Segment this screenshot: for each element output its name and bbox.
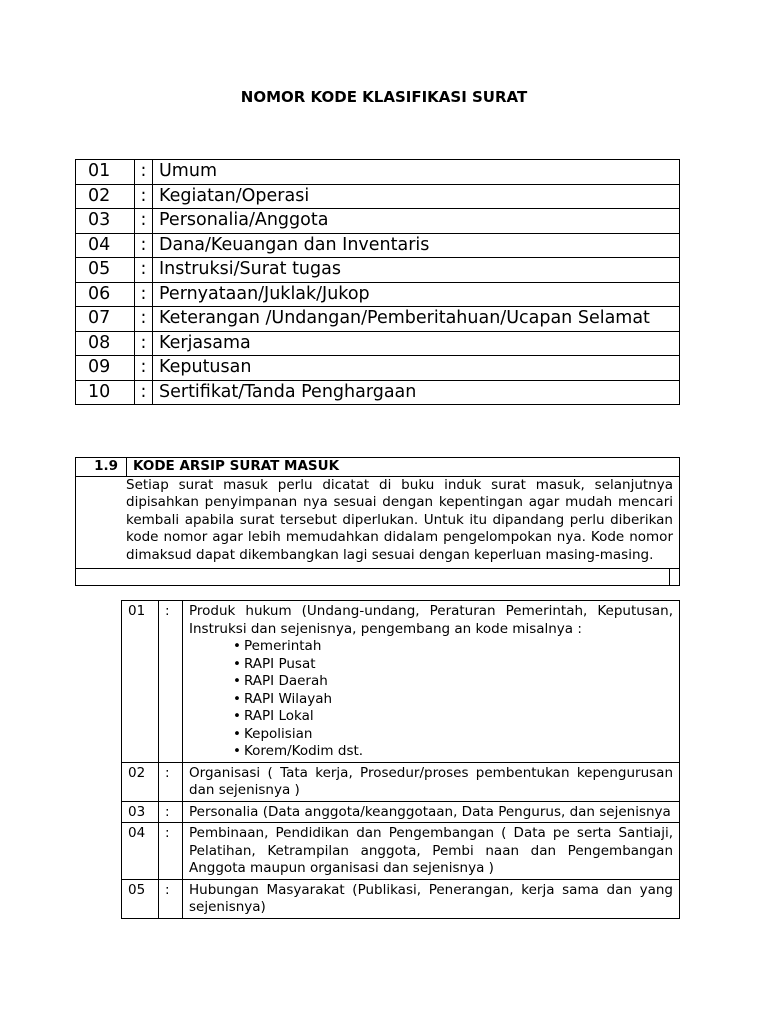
classification-separator: : [135, 282, 153, 307]
classification-row [76, 160, 680, 185]
archive-codes-table [121, 600, 680, 919]
classification-label: Umum [153, 160, 680, 185]
archive-code-text: Organisasi ( Tata kerja, Prosedur/proses pembentukan kepengurusan dan sejenisnya ) [189, 764, 673, 798]
sub-code-list [189, 638, 673, 761]
classification-label: Personalia/Anggota [153, 209, 680, 234]
archive-code-description [183, 762, 680, 801]
section-paragraph-row [76, 476, 680, 569]
classification-code: 08 [76, 331, 135, 356]
spacer-row [76, 569, 680, 586]
section-paragraph: Setiap surat masuk perlu dicatat di buku induk surat masuk, selanjutnya dipisahkan penyimpanan nya sesuai dengan kepentingan agar mudah mencari kembali apabila surat tersebut diperlukan. Untuk itu dipandang perlu diberikan kode nomor agar lebih memudahkan didalam pengelompokan nya. Kode nomor dimaksud dapat dikembangkan lagi sesuai dengan keperluan masing-masing. [76, 476, 680, 569]
classification-separator: : [135, 307, 153, 332]
sub-code-item: • RAPI Wilayah [233, 691, 673, 709]
section-header-row [76, 458, 680, 477]
classification-row [76, 258, 680, 283]
classification-code: 06 [76, 282, 135, 307]
archive-code-separator: : [159, 762, 183, 801]
archive-code-text: Produk hukum (Undang-undang, Peraturan Pemerintah, Keputusan, Instruksi dan sejenisnya, pengembang an kode misalnya : [189, 603, 673, 637]
classification-label: Sertifikat/Tanda Penghargaan [153, 380, 680, 405]
archive-code-row [122, 601, 680, 763]
classification-row [76, 209, 680, 234]
archive-code: 03 [122, 801, 159, 823]
classification-row [76, 184, 680, 209]
classification-separator: : [135, 160, 153, 185]
classification-label: Pernyataan/Juklak/Jukop [153, 282, 680, 307]
section-number: 1.9 [76, 458, 127, 477]
classification-separator: : [135, 184, 153, 209]
classification-code: 04 [76, 233, 135, 258]
classification-separator: : [135, 331, 153, 356]
classification-separator: : [135, 233, 153, 258]
archive-code-separator: : [159, 601, 183, 763]
classification-code: 03 [76, 209, 135, 234]
sub-code-item: • Pemerintah [233, 638, 673, 656]
classification-code: 07 [76, 307, 135, 332]
classification-code: 09 [76, 356, 135, 381]
section-heading: KODE ARSIP SURAT MASUK [127, 458, 680, 477]
spacer-cell [76, 569, 670, 586]
archive-code-description [183, 879, 680, 918]
archive-code-description [183, 601, 680, 763]
archive-code: 02 [122, 762, 159, 801]
classification-code: 05 [76, 258, 135, 283]
archive-code: 05 [122, 879, 159, 918]
sub-code-item: • RAPI Pusat [233, 656, 673, 674]
sub-code-item: • Kepolisian [233, 726, 673, 744]
classification-separator: : [135, 356, 153, 381]
sub-code-item: • Korem/Kodim dst. [233, 743, 673, 761]
archive-code-text: Hubungan Masyarakat (Publikasi, Penerangan, kerja sama dan yang sejenisnya) [189, 881, 673, 915]
classification-table [75, 159, 680, 405]
archive-code: 01 [122, 601, 159, 763]
sub-code-item: • RAPI Lokal [233, 708, 673, 726]
classification-separator: : [135, 209, 153, 234]
archive-code-description [183, 823, 680, 880]
page-title: NOMOR KODE KLASIFIKASI SURAT [240, 88, 528, 106]
archive-code-row [122, 801, 680, 823]
archive-code: 04 [122, 823, 159, 880]
classification-row [76, 282, 680, 307]
classification-row [76, 331, 680, 356]
classification-row [76, 233, 680, 258]
classification-code: 02 [76, 184, 135, 209]
sub-code-item: • RAPI Daerah [233, 673, 673, 691]
archive-section-table [75, 457, 680, 586]
classification-row [76, 356, 680, 381]
archive-code-row [122, 823, 680, 880]
archive-code-text: Personalia (Data anggota/keanggotaan, Data Pengurus, dan sejenisnya [189, 803, 671, 820]
classification-label: Instruksi/Surat tugas [153, 258, 680, 283]
archive-code-separator: : [159, 801, 183, 823]
classification-row [76, 380, 680, 405]
archive-code-row [122, 762, 680, 801]
classification-label: Keterangan /Undangan/Pemberitahuan/Ucapan Selamat [153, 307, 680, 332]
archive-code-description [183, 801, 680, 823]
classification-label: Keputusan [153, 356, 680, 381]
classification-label: Kerjasama [153, 331, 680, 356]
spacer-cell [669, 569, 679, 586]
classification-row [76, 307, 680, 332]
classification-label: Dana/Keuangan dan Inventaris [153, 233, 680, 258]
classification-code: 01 [76, 160, 135, 185]
classification-code: 10 [76, 380, 135, 405]
archive-code-separator: : [159, 879, 183, 918]
archive-code-separator: : [159, 823, 183, 880]
classification-label: Kegiatan/Operasi [153, 184, 680, 209]
classification-separator: : [135, 258, 153, 283]
classification-separator: : [135, 380, 153, 405]
archive-code-row [122, 879, 680, 918]
archive-code-text: Pembinaan, Pendidikan dan Pengembangan ( Data pe serta Santiaji, Pelatihan, Ketrampilan anggota, Pembi naan dan Pengembangan Anggota maupun organisasi dan sejenisnya ) [189, 825, 673, 876]
